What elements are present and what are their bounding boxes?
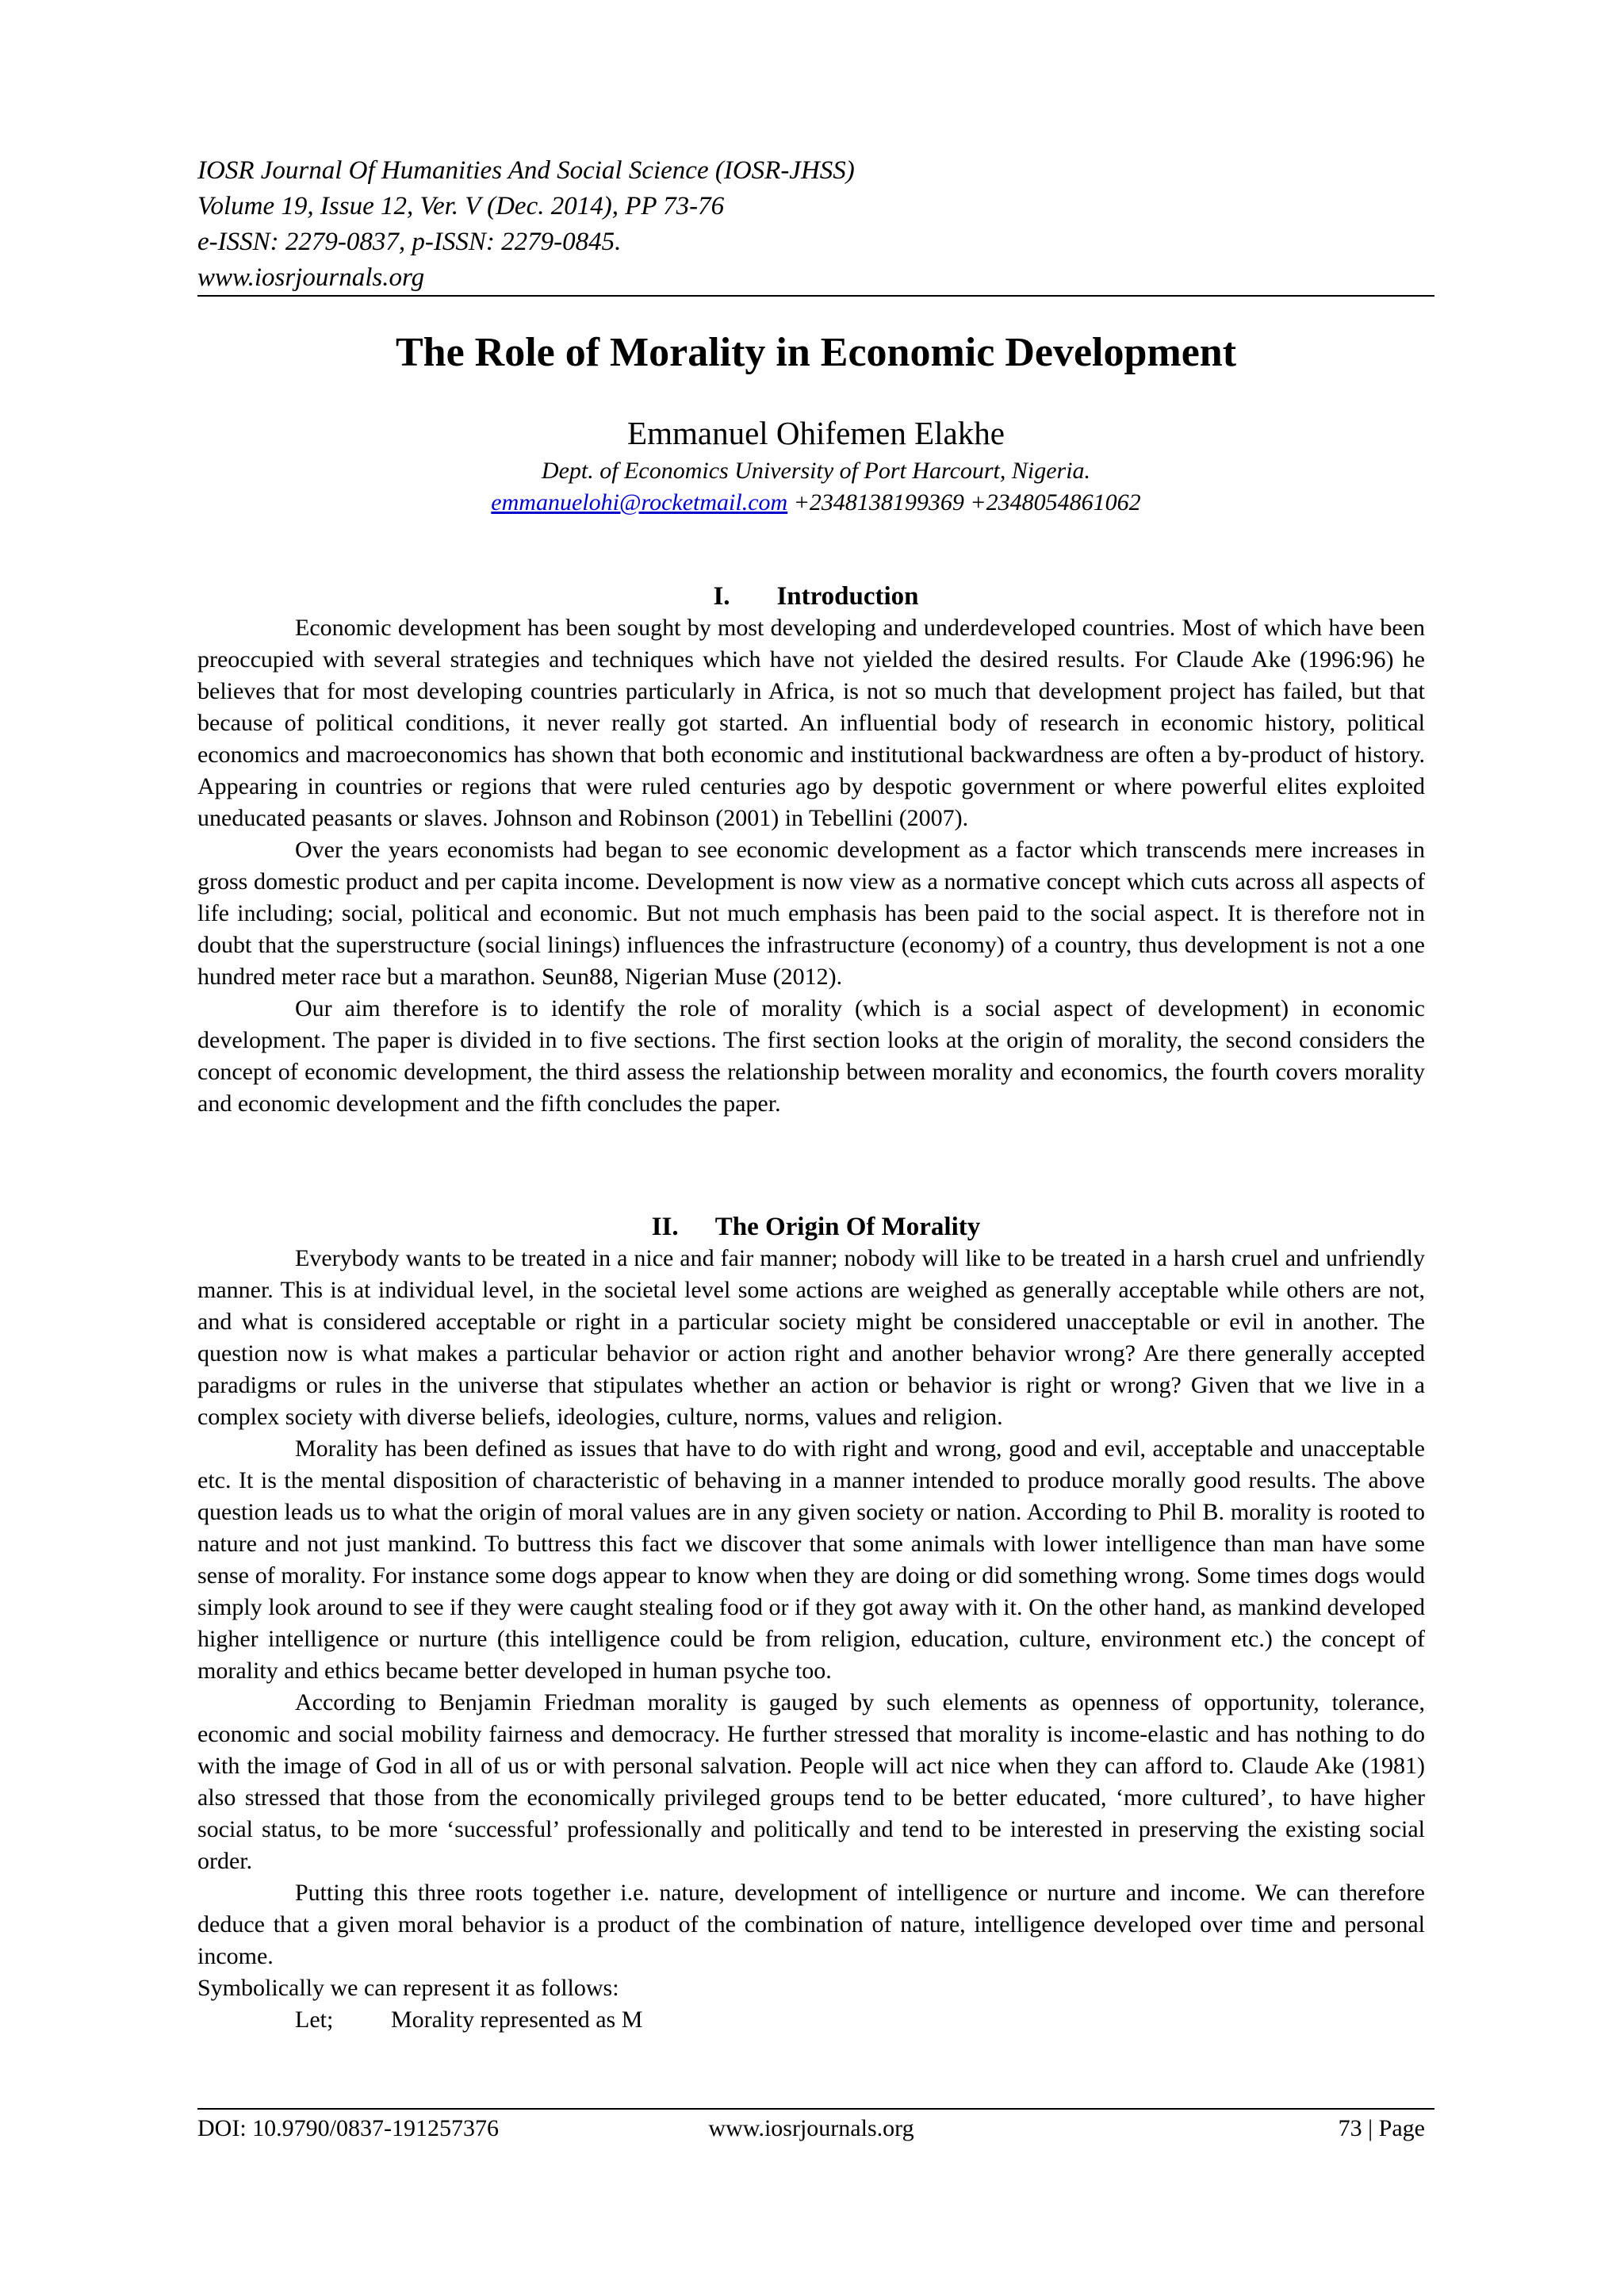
section-title: Introduction [776, 582, 919, 611]
origin-of-morality-body [197, 1243, 1425, 2036]
section-title: The Origin Of Morality [714, 1213, 981, 1241]
let-text: Morality represented as M [391, 2007, 643, 2033]
paragraph: Our aim therefore is to identify the role of morality (which is a social aspect of development) in economic development. The paper is divided in to five sections. The first section looks at the origin of morality, the second considers the concept of economic development, the third assess the relationship between morality and economics, the fourth covers morality and economic development and the fifth concludes the paper. [197, 995, 1425, 1117]
symbolic-intro: Symbolically we can represent it as follows: [197, 1975, 619, 2001]
journal-name: IOSR Journal Of Humanities And Social Science (IOSR-JHSS) [197, 156, 855, 185]
section-heading-introduction [197, 581, 1434, 612]
let-definition [197, 2004, 1425, 2036]
footer-divider [197, 2108, 1434, 2110]
paragraph: Morality has been defined as issues that have to do with right and wrong, good and evil, acceptable and unacceptable etc. It is the mental disposition of characteristic of behaving in a manner intended to produce morally good results. The above question leads us to what the origin of moral values are in any given society or nation. According to Phil B. morality is rooted to nature and not just mankind. To buttress this fact we discover that some animals with lower intelligence than man have some sense of morality. For instance some dogs appear to know when they are doing or did something wrong. Some times dogs would simply look around to see if they were caught stealing food or if they got away with it. On the other hand, as mankind developed higher intelligence or nurture (this intelligence could be from religion, education, culture, environment etc.) the concept of morality and ethics became better developed in human psyche too. [197, 1435, 1425, 1684]
paper-title: The Role of Morality in Economic Development [395, 330, 1237, 375]
footer-doi: DOI: 10.9790/0837-191257376 [197, 2115, 499, 2141]
journal-issn: e-ISSN: 2279-0837, p-ISSN: 2279-0845. [197, 228, 622, 256]
paragraph: According to Benjamin Friedman morality is gauged by such elements as openness of opportunity, tolerance, economic and social mobility fairness and democracy. He further stressed that morality is income-elastic and has nothing to do with the image of God in all of us or with personal salvation. People will act nice when they can afford to. Claude Ake (1981) also stressed that those from the economically privileged groups tend to be better educated, ‘more cultured’, to have higher social status, to be more ‘successful’ professionally and politically and tend to be interested in preserving the existing social order. [197, 1689, 1425, 1874]
section-number: I. [713, 582, 730, 611]
let-label: Let; [295, 2007, 334, 2033]
paragraph: Everybody wants to be treated in a nice and fair manner; nobody will like to be treated in a harsh cruel and unfriendly manner. This is at individual level, in the societal level some actions are weighed as generally acceptable while others are not, and what is considered acceptable or right in a particular society might be considered unacceptable or evil in another. The question now is what makes a particular behavior or action right and another behavior wrong? Are there generally accepted paradigms or rules in the universe that stipulates whether an action or behavior is right or wrong? Given that we live in a complex society with diverse beliefs, ideologies, culture, norms, values and religion. [197, 1245, 1425, 1430]
journal-header [197, 153, 1434, 296]
header-divider [197, 295, 1434, 297]
author-phones: +2348138199369 +2348054861062 [787, 489, 1141, 516]
footer-website: www.iosrjournals.org [708, 2115, 914, 2141]
footer-page-number: 73 | Page [1338, 2115, 1425, 2141]
section-number: II. [651, 1213, 679, 1241]
journal-website: www.iosrjournals.org [197, 263, 425, 292]
page-footer [197, 2113, 1425, 2145]
author-contact [197, 487, 1434, 519]
author-affiliation: Dept. of Economics University of Port Harcourt, Nigeria. [541, 458, 1091, 484]
introduction-body [197, 612, 1425, 1120]
author-email-link[interactable]: emmanuelohi@rocketmail.com [491, 489, 788, 516]
section-heading-origin-of-morality [197, 1211, 1434, 1243]
author-name: Emmanuel Ohifemen Elakhe [627, 415, 1005, 451]
paragraph: Putting this three roots together i.e. nature, development of intelligence or nurture and income. We can therefore deduce that a given moral behavior is a product of the combination of nature, intelligence developed over time and personal income. [197, 1880, 1425, 1969]
journal-volume: Volume 19, Issue 12, Ver. V (Dec. 2014), PP 73-76 [197, 192, 725, 220]
paragraph: Economic development has been sought by most developing and underdeveloped countries. Most of which have been preoccupied with several strategies and techniques which have not yielded the desired results. For Claude Ake (1996:96) he believes that for most developing countries particularly in Africa, is not so much that development project has failed, but that because of political conditions, it never really got started. An influential body of research in economic history, political economics and macroeconomics has shown that both economic and institutional backwardness are often a by-product of history. Appearing in countries or regions that were ruled centuries ago by despotic government or where powerful elites exploited uneducated peasants or slaves. Johnson and Robinson (2001) in Tebellini (2007). [197, 615, 1425, 831]
paragraph: Over the years economists had began to see economic development as a factor which transcends mere increases in gross domestic product and per capita income. Development is now view as a normative concept which cuts across all aspects of life including; social, political and economic. But not much emphasis has been paid to the social aspect. It is therefore not in doubt that the superstructure (social linings) influences the infrastructure (economy) of a country, thus development is not a one hundred meter race but a marathon. Seun88, Nigerian Muse (2012). [197, 837, 1425, 990]
